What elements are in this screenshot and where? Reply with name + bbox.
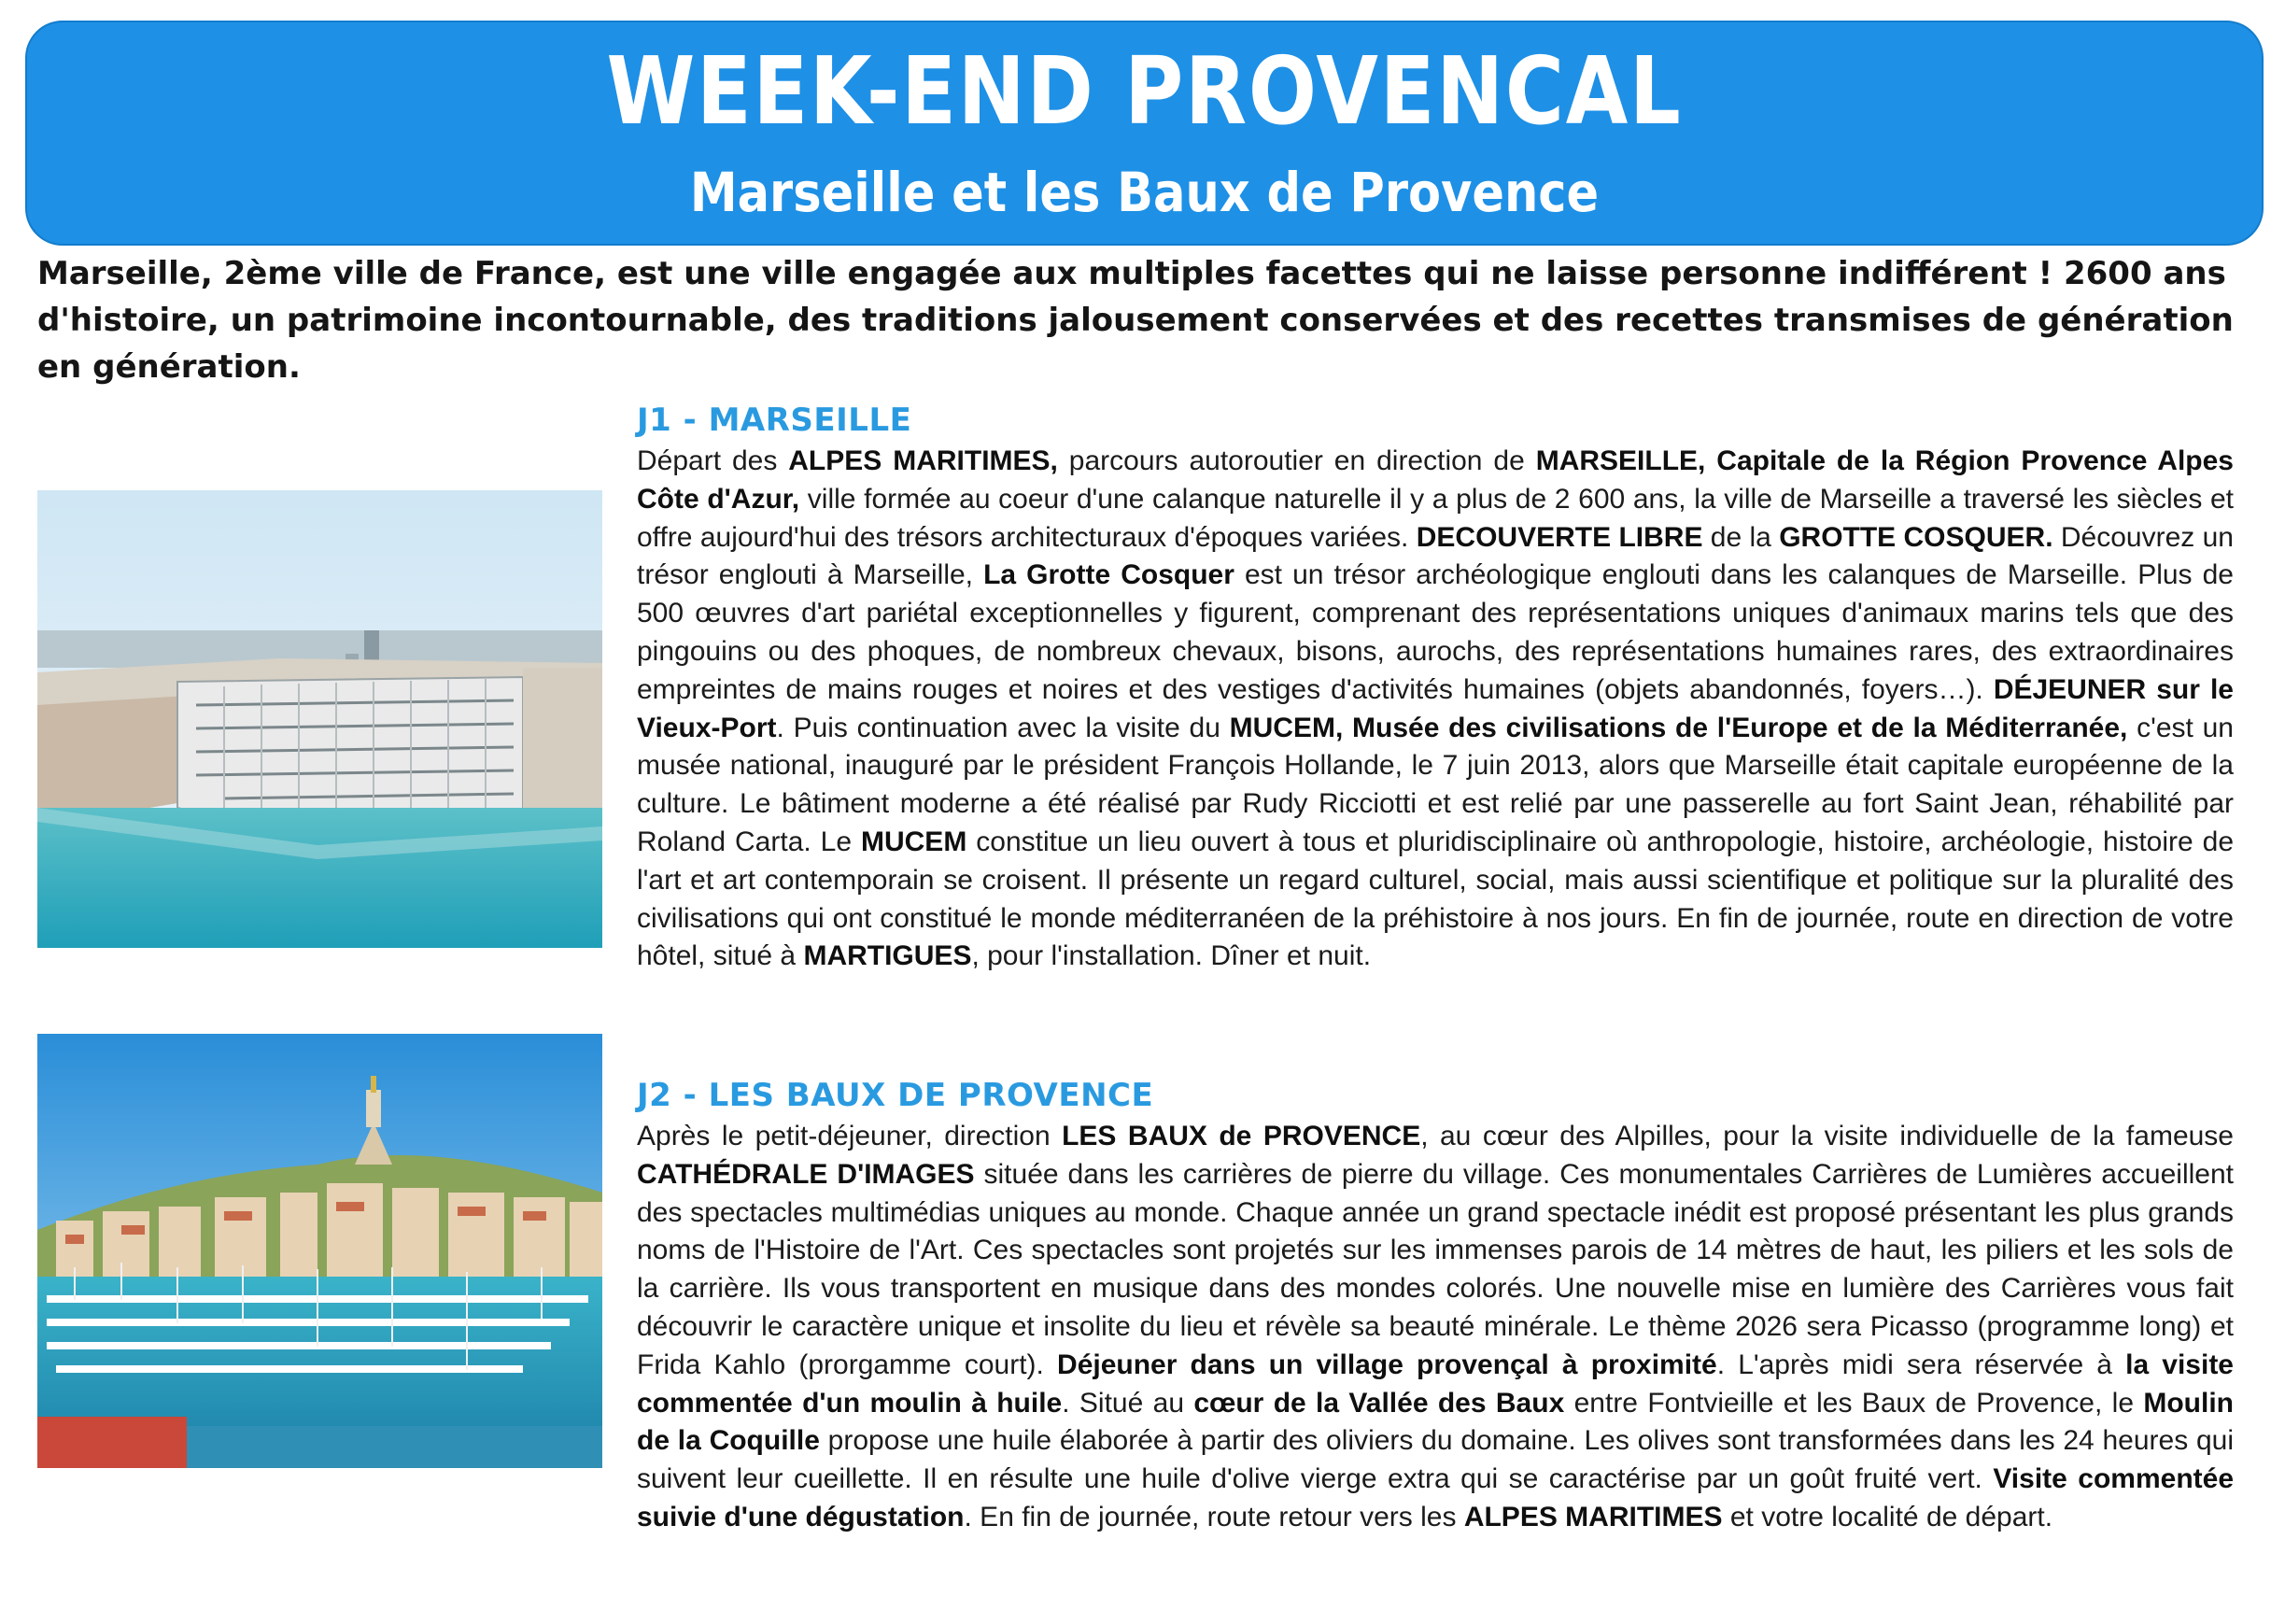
body-text: entre Fontvieille et les Baux de Provence, le (1564, 1387, 2144, 1419)
day-1-title: J1 - MARSEILLE (637, 402, 912, 439)
highlight-text: DECOUVERTE LIBRE (1416, 521, 1703, 553)
day-1-description (637, 443, 2234, 976)
body-text: . L'après midi sera réservée à (1716, 1349, 2126, 1380)
body-text: propose une huile élaborée à partir des oliviers du domaine. Les olives sont transformées dans les 24 heures qui suivent leur cueillette. Il en résulte une huile d'olive vierge extra qui se caractérise par un goût fruité vert. (637, 1425, 2235, 1495)
highlight-text: la visite commentée d'un moulin à huile (637, 1349, 2234, 1419)
body-text: , au cœur des Alpilles, pour la visite individuelle de la fameuse (1420, 1121, 2234, 1151)
body-text: située dans les carrières de pierre du village. Ces monumentales Carrières de Lumières accueillent des spectacles multimédias uniques au monde. Chaque année un grand spectacle inédit est proposé présentant les plus grands noms de l'Histoire de l'Art. Ces spectacles sont projetés sur les immenses parois de 14 mètres de haut, les piliers et les sols de la carrière. Ils vous transportent en musique dans des mondes colorés. Une nouvelle mise en lumière des Carrières vous fait découvrir le caractère unique et insolite du lieu et révèle sa beauté minérale. Le thème 2026 sera Picasso (programme long) et Frida Kahlo (prorgamme court). (637, 1158, 2234, 1380)
page-subtitle: Marseille et les Baux de Provence (689, 161, 1600, 224)
highlight-text: cœur de la Vallée des Baux (1193, 1387, 1565, 1419)
body-text: , pour l'installation. Dîner et nuit. (971, 940, 1372, 972)
day-2-description (637, 1118, 2234, 1537)
body-text: Découvrez un trésor englouti à Marseille, (637, 521, 2234, 591)
body-text: de la (1702, 521, 1780, 553)
body-text: ville formée au coeur d'une calanque naturelle il y a plus de 2 600 ans, la ville de Marseille a traversé les siècles et offre aujourd'hui des trésors architecturaux d'époques variées. (637, 483, 2234, 553)
intro-paragraph: Marseille, 2ème ville de France, est une ville engagée aux multiples facettes qui ne laisse personne indifférent ! 2600 ans d'histoire, un patrimoine incontournable, des traditions jalousement conservées et des recettes transmises de génération en génération. (37, 255, 2234, 386)
body-text: c'est un musée national, inauguré par le président François Hollande, le 7 juin 2013, alors que Marseille était capitale européenne de la culture. Le bâtiment moderne a été réalisé par Rudy Ricciotti et est relié par une passerelle au fort Saint Jean, réhabilité par Roland Carta. Le (637, 712, 2234, 857)
body-text: . En fin de journée, route retour vers les (964, 1501, 1464, 1532)
body-text: . Situé au (1062, 1387, 1194, 1419)
body-text: et votre localité de départ. (1722, 1501, 2053, 1532)
highlight-text: Visite commentée suivie d'une dégustation (637, 1463, 2235, 1532)
header-banner (25, 21, 2264, 246)
highlight-text: GROTTE COSQUER. (1779, 521, 2053, 553)
day-2-title: J2 - LES BAUX DE PROVENCE (637, 1077, 1154, 1114)
day-2-section (637, 1077, 2234, 1537)
body-text: est un trésor archéologique englouti dans les calanques de Marseille. Plus de 500 œuvres d'art pariétal exceptionnelles y figurent, comprenant des représentations uniques d'animaux marins tels que des pingouins ou des phoques, de nombreux chevaux, bisons, aurochs, des représentations humaines rares, des extraordinaires empreintes de mains rouges et noires et des vestiges d'activités humaines (objets abandonnés, foyers…). (637, 559, 2234, 705)
page-title: WEEK-END PROVENCAL (606, 36, 1683, 146)
body-text: constitue un lieu ouvert à tous et pluridisciplinaire où anthropologie, histoire, archéologie, histoire de l'art et art contemporain se croisent. Il présente un regard culturel, social, mais aussi scientifique et politique sur la pluralité des civilisations qui ont constitué le monde méditerranéen de la préhistoire à nos jours. En fin de journée, route en direction de votre hôtel, situé à (637, 826, 2235, 972)
day-1-section (637, 402, 2234, 976)
vieux-port-harbor-photo (37, 1034, 602, 1468)
body-text: parcours autoroutier en direction de (1057, 445, 1536, 476)
highlight-text: MUCEM, Musée des civilisations de l'Europe et de la Méditerranée, (1229, 712, 2128, 743)
highlight-text: MARTIGUES (803, 940, 972, 972)
highlight-text: Moulin de la Coquille (637, 1387, 2234, 1457)
highlight-text: Déjeuner dans un village provençal à proximité (1057, 1349, 1717, 1380)
body-text: Après le petit-déjeuner, direction (637, 1121, 1063, 1151)
body-text: . Puis continuation avec la visite du (776, 712, 1230, 743)
highlight-text: DÉJEUNER sur le Vieux-Port (637, 673, 2234, 743)
body-text: Départ des (637, 445, 789, 476)
highlight-text: MUCEM (860, 826, 967, 857)
mucem-building-photo (37, 490, 602, 948)
highlight-text: MARSEILLE, Capitale de la Région Provence Alpes Côte d'Azur, (637, 445, 2234, 515)
highlight-text: LES BAUX de PROVENCE (1062, 1121, 1421, 1151)
highlight-text: La Grotte Cosquer (983, 559, 1234, 591)
highlight-text: ALPES MARITIMES (1463, 1501, 1723, 1532)
highlight-text: ALPES MARITIMES, (788, 445, 1058, 476)
highlight-text: CATHÉDRALE D'IMAGES (637, 1158, 975, 1190)
